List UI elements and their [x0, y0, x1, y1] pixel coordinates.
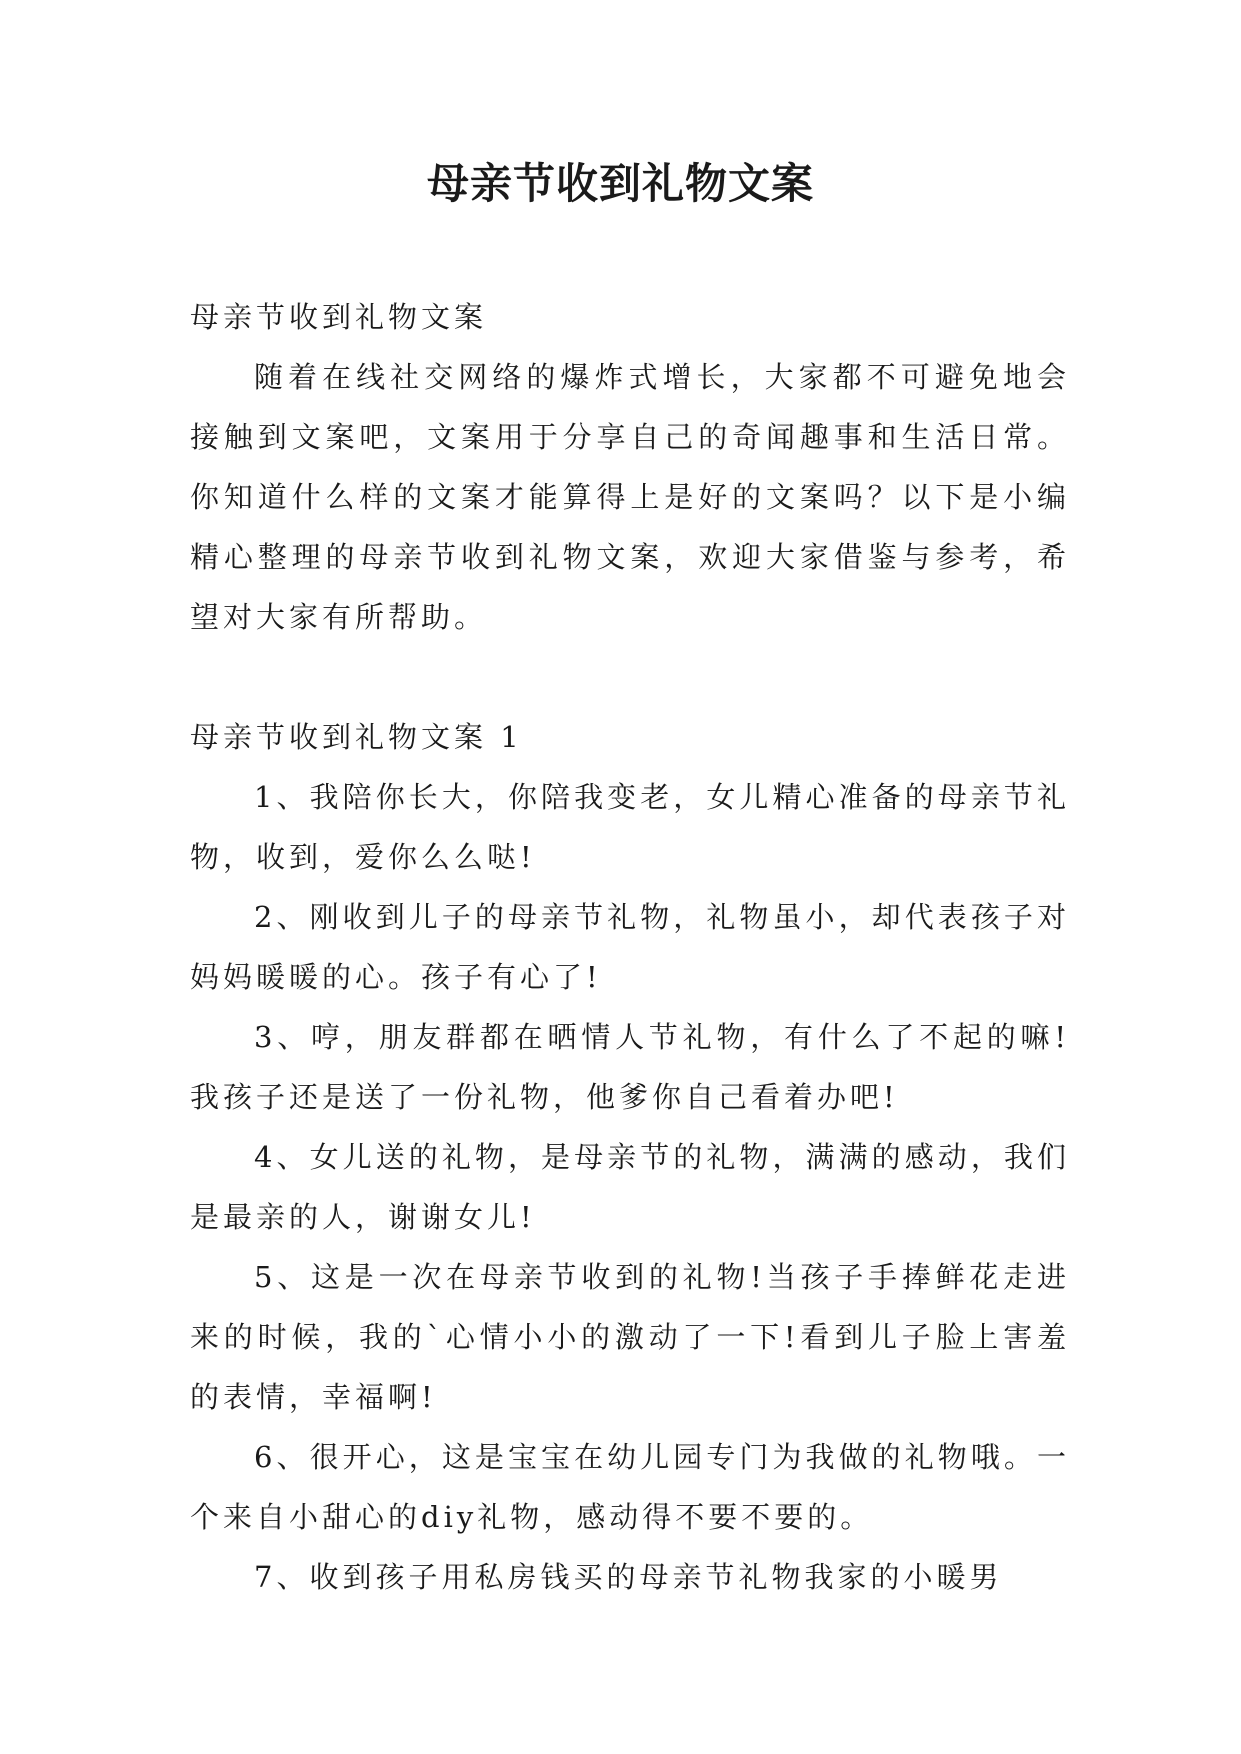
list-item: 2、刚收到儿子的母亲节礼物，礼物虽小，却代表孩子对妈妈暖暖的心。孩子有心了!	[190, 900, 1070, 994]
document-title: 母亲节收到礼物文案	[426, 159, 814, 208]
list-item: 7、收到孩子用私房钱买的母亲节礼物我家的小暖男	[254, 1560, 1003, 1594]
intro-paragraph: 随着在线社交网络的爆炸式增长，大家都不可避免地会接触到文案吧，文案用于分享自己的奇闻趣事和生活日常。你知道什么样的文案才能算得上是好的文案吗？以下是小编精心整理的母亲节收到礼物文案，欢迎大家借鉴与参考，希望对大家有所帮助。	[190, 360, 1070, 634]
list-item: 6、很开心，这是宝宝在幼儿园专门为我做的礼物哦。一个来自小甜心的diy礼物，感动得不要不要的。	[190, 1440, 1070, 1534]
section-heading: 母亲节收到礼物文案 1	[190, 720, 523, 754]
list-item: 1、我陪你长大，你陪我变老，女儿精心准备的母亲节礼物，收到，爱你么么哒!	[190, 780, 1070, 874]
document-subtitle: 母亲节收到礼物文案	[190, 300, 488, 334]
list-item: 3、哼，朋友群都在晒情人节礼物，有什么了不起的嘛!我孩子还是送了一份礼物，他爹你自己看着办吧!	[190, 1020, 1070, 1114]
list-item: 5、这是一次在母亲节收到的礼物!当孩子手捧鲜花走进来的时候，我的`心情小小的激动了一下!看到儿子脸上害羞的表情，幸福啊!	[190, 1260, 1070, 1414]
document-body	[190, 287, 1070, 1607]
list-item: 4、女儿送的礼物，是母亲节的礼物，满满的感动，我们是最亲的人，谢谢女儿!	[190, 1140, 1070, 1234]
